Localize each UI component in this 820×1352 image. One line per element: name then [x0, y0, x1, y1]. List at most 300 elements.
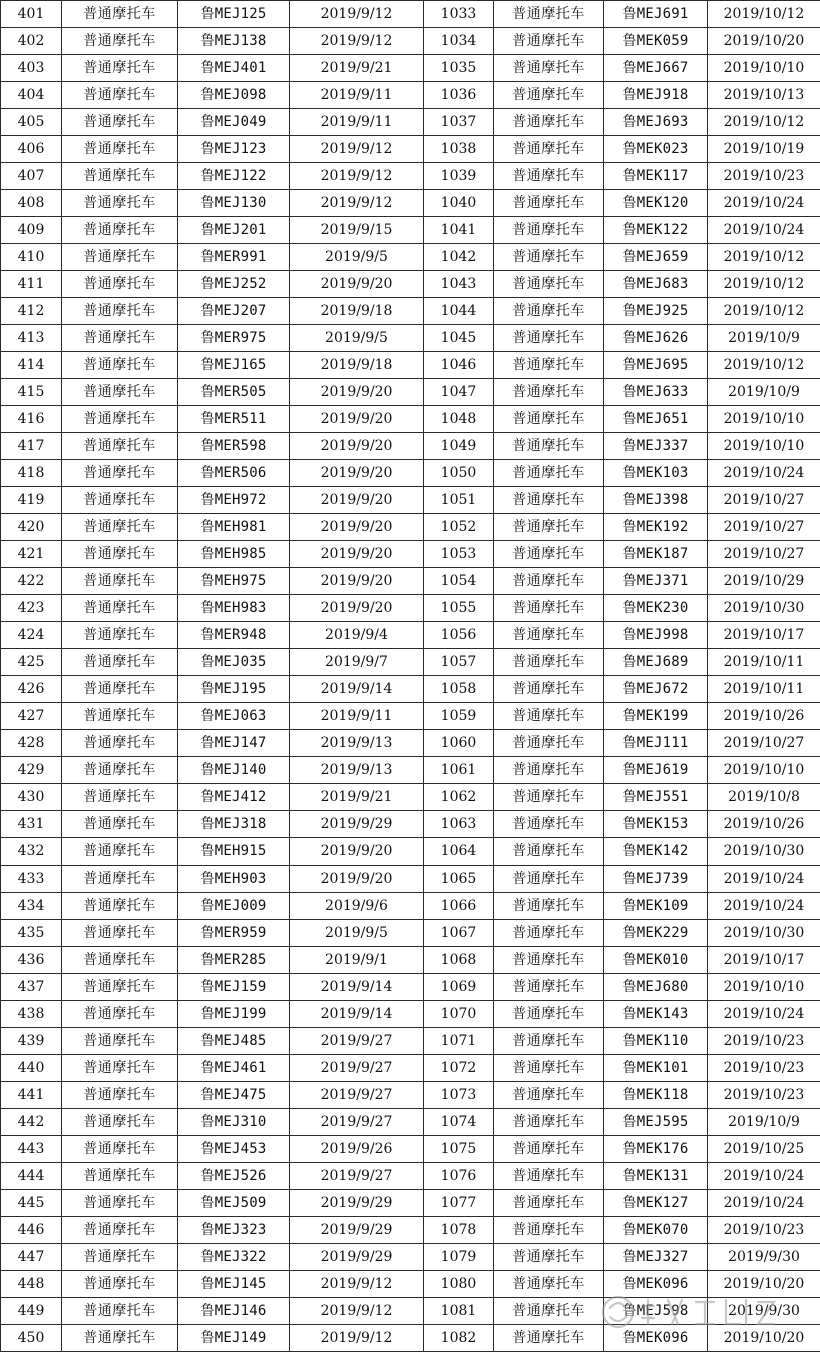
table-row — [1, 244, 820, 271]
right-row-number: 1045 — [424, 325, 494, 352]
right-registration-date: 2019/10/24 — [708, 190, 820, 217]
right-plate-number: 鲁MEK096 — [604, 1270, 708, 1297]
left-plate-number: 鲁MEJ130 — [178, 190, 290, 217]
left-plate-number: 鲁MEJ201 — [178, 217, 290, 244]
right-plate-number: 鲁MEK122 — [604, 217, 708, 244]
right-vehicle-type: 普通摩托车 — [494, 1297, 604, 1324]
right-plate-number: 鲁MEK101 — [604, 1054, 708, 1081]
left-row-number: 446 — [1, 1216, 62, 1243]
right-registration-date: 2019/10/12 — [708, 271, 820, 298]
right-plate-number: 鲁MEJ626 — [604, 325, 708, 352]
table-row — [1, 163, 820, 190]
left-registration-date: 2019/9/12 — [290, 1324, 424, 1351]
right-row-number: 1034 — [424, 28, 494, 55]
left-plate-number: 鲁MEJ159 — [178, 973, 290, 1000]
left-plate-number: 鲁MEJ401 — [178, 55, 290, 82]
right-registration-date: 2019/10/11 — [708, 676, 820, 703]
right-registration-date: 2019/10/9 — [708, 1108, 820, 1135]
left-row-number: 403 — [1, 55, 62, 82]
right-plate-number: 鲁MEK230 — [604, 595, 708, 622]
right-plate-number: 鲁MEJ918 — [604, 82, 708, 109]
left-plate-number: 鲁MER975 — [178, 325, 290, 352]
right-row-number: 1052 — [424, 514, 494, 541]
right-registration-date: 2019/10/12 — [708, 109, 820, 136]
left-row-number: 409 — [1, 217, 62, 244]
left-registration-date: 2019/9/20 — [290, 838, 424, 865]
right-row-number: 1070 — [424, 1000, 494, 1027]
left-registration-date: 2019/9/29 — [290, 811, 424, 838]
left-registration-date: 2019/9/27 — [290, 1162, 424, 1189]
left-vehicle-type: 普通摩托车 — [62, 406, 178, 433]
left-row-number: 444 — [1, 1162, 62, 1189]
table-row — [1, 433, 820, 460]
table-row — [1, 676, 820, 703]
left-vehicle-type: 普通摩托车 — [62, 730, 178, 757]
left-row-number: 407 — [1, 163, 62, 190]
table-row — [1, 109, 820, 136]
right-row-number: 1073 — [424, 1081, 494, 1108]
left-row-number: 417 — [1, 433, 62, 460]
left-registration-date: 2019/9/20 — [290, 379, 424, 406]
left-registration-date: 2019/9/20 — [290, 595, 424, 622]
right-row-number: 1048 — [424, 406, 494, 433]
left-row-number: 412 — [1, 298, 62, 325]
right-plate-number: 鲁MEK176 — [604, 1135, 708, 1162]
left-vehicle-type: 普通摩托车 — [62, 136, 178, 163]
right-vehicle-type: 普通摩托车 — [494, 730, 604, 757]
left-plate-number: 鲁MEJ322 — [178, 1243, 290, 1270]
right-registration-date: 2019/10/29 — [708, 568, 820, 595]
table-row — [1, 730, 820, 757]
right-row-number: 1075 — [424, 1135, 494, 1162]
left-row-number: 437 — [1, 973, 62, 1000]
right-registration-date: 2019/10/17 — [708, 946, 820, 973]
left-row-number: 421 — [1, 541, 62, 568]
table-row — [1, 379, 820, 406]
right-vehicle-type: 普通摩托车 — [494, 379, 604, 406]
right-plate-number: 鲁MEK192 — [604, 514, 708, 541]
right-vehicle-type: 普通摩托车 — [494, 82, 604, 109]
left-registration-date: 2019/9/1 — [290, 946, 424, 973]
left-plate-number: 鲁MER991 — [178, 244, 290, 271]
left-row-number: 427 — [1, 703, 62, 730]
right-row-number: 1059 — [424, 703, 494, 730]
table-row — [1, 865, 820, 892]
right-vehicle-type: 普通摩托车 — [494, 919, 604, 946]
right-registration-date: 2019/10/24 — [708, 865, 820, 892]
left-vehicle-type: 普通摩托车 — [62, 109, 178, 136]
right-row-number: 1074 — [424, 1108, 494, 1135]
table-row — [1, 784, 820, 811]
right-registration-date: 2019/10/12 — [708, 352, 820, 379]
right-row-number: 1046 — [424, 352, 494, 379]
right-registration-date: 2019/10/24 — [708, 1162, 820, 1189]
left-vehicle-type: 普通摩托车 — [62, 1054, 178, 1081]
left-vehicle-type: 普通摩托车 — [62, 946, 178, 973]
table-row — [1, 325, 820, 352]
right-registration-date: 2019/10/27 — [708, 730, 820, 757]
left-row-number: 435 — [1, 919, 62, 946]
left-registration-date: 2019/9/13 — [290, 730, 424, 757]
right-row-number: 1061 — [424, 757, 494, 784]
left-row-number: 422 — [1, 568, 62, 595]
right-vehicle-type: 普通摩托车 — [494, 244, 604, 271]
left-vehicle-type: 普通摩托车 — [62, 622, 178, 649]
left-plate-number: 鲁MER505 — [178, 379, 290, 406]
right-vehicle-type: 普通摩托车 — [494, 217, 604, 244]
right-row-number: 1038 — [424, 136, 494, 163]
right-row-number: 1078 — [424, 1216, 494, 1243]
left-vehicle-type: 普通摩托车 — [62, 595, 178, 622]
table-row — [1, 838, 820, 865]
left-row-number: 405 — [1, 109, 62, 136]
left-registration-date: 2019/9/18 — [290, 352, 424, 379]
left-plate-number: 鲁MEH981 — [178, 514, 290, 541]
left-plate-number: 鲁MEJ509 — [178, 1189, 290, 1216]
left-vehicle-type: 普通摩托车 — [62, 838, 178, 865]
right-plate-number: 鲁MEJ633 — [604, 379, 708, 406]
left-row-number: 411 — [1, 271, 62, 298]
right-vehicle-type: 普通摩托车 — [494, 1243, 604, 1270]
table-row — [1, 1324, 820, 1351]
table-row — [1, 1054, 820, 1081]
left-vehicle-type: 普通摩托车 — [62, 919, 178, 946]
left-registration-date: 2019/9/13 — [290, 757, 424, 784]
left-row-number: 445 — [1, 1189, 62, 1216]
left-registration-date: 2019/9/18 — [290, 298, 424, 325]
table-row — [1, 811, 820, 838]
left-registration-date: 2019/9/21 — [290, 784, 424, 811]
right-row-number: 1043 — [424, 271, 494, 298]
left-vehicle-type: 普通摩托车 — [62, 784, 178, 811]
right-registration-date: 2019/10/24 — [708, 1189, 820, 1216]
left-vehicle-type: 普通摩托车 — [62, 1189, 178, 1216]
table-row — [1, 919, 820, 946]
left-plate-number: 鲁MEH915 — [178, 838, 290, 865]
right-vehicle-type: 普通摩托车 — [494, 325, 604, 352]
right-plate-number: 鲁MEJ680 — [604, 973, 708, 1000]
left-registration-date: 2019/9/5 — [290, 919, 424, 946]
left-plate-number: 鲁MEH983 — [178, 595, 290, 622]
left-registration-date: 2019/9/11 — [290, 703, 424, 730]
right-registration-date: 2019/9/30 — [708, 1243, 820, 1270]
left-row-number: 406 — [1, 136, 62, 163]
left-registration-date: 2019/9/12 — [290, 1, 424, 28]
right-registration-date: 2019/10/19 — [708, 136, 820, 163]
right-plate-number: 鲁MEJ659 — [604, 244, 708, 271]
right-vehicle-type: 普通摩托车 — [494, 163, 604, 190]
right-registration-date: 2019/10/8 — [708, 784, 820, 811]
right-row-number: 1035 — [424, 55, 494, 82]
left-vehicle-type: 普通摩托车 — [62, 1027, 178, 1054]
left-row-number: 447 — [1, 1243, 62, 1270]
table-row — [1, 568, 820, 595]
right-plate-number: 鲁MEK187 — [604, 541, 708, 568]
left-registration-date: 2019/9/5 — [290, 244, 424, 271]
right-row-number: 1079 — [424, 1243, 494, 1270]
left-registration-date: 2019/9/12 — [290, 190, 424, 217]
left-plate-number: 鲁MEJ165 — [178, 352, 290, 379]
left-vehicle-type: 普通摩托车 — [62, 1, 178, 28]
left-registration-date: 2019/9/14 — [290, 1000, 424, 1027]
left-vehicle-type: 普通摩托车 — [62, 271, 178, 298]
right-vehicle-type: 普通摩托车 — [494, 568, 604, 595]
right-registration-date: 2019/10/24 — [708, 460, 820, 487]
left-vehicle-type: 普通摩托车 — [62, 1108, 178, 1135]
left-row-number: 438 — [1, 1000, 62, 1027]
right-row-number: 1036 — [424, 82, 494, 109]
right-vehicle-type: 普通摩托车 — [494, 1189, 604, 1216]
right-vehicle-type: 普通摩托车 — [494, 973, 604, 1000]
left-plate-number: 鲁MEJ149 — [178, 1324, 290, 1351]
right-plate-number: 鲁MEK103 — [604, 460, 708, 487]
left-row-number: 425 — [1, 649, 62, 676]
right-vehicle-type: 普通摩托车 — [494, 1000, 604, 1027]
right-row-number: 1037 — [424, 109, 494, 136]
right-plate-number: 鲁MEK109 — [604, 892, 708, 919]
table-row — [1, 946, 820, 973]
right-registration-date: 2019/10/23 — [708, 1027, 820, 1054]
right-vehicle-type: 普通摩托车 — [494, 784, 604, 811]
left-row-number: 426 — [1, 676, 62, 703]
right-row-number: 1040 — [424, 190, 494, 217]
left-plate-number: 鲁MER511 — [178, 406, 290, 433]
left-vehicle-type: 普通摩托车 — [62, 352, 178, 379]
left-vehicle-type: 普通摩托车 — [62, 865, 178, 892]
left-vehicle-type: 普通摩托车 — [62, 973, 178, 1000]
right-registration-date: 2019/10/9 — [708, 325, 820, 352]
left-vehicle-type: 普通摩托车 — [62, 1297, 178, 1324]
right-vehicle-type: 普通摩托车 — [494, 28, 604, 55]
right-row-number: 1047 — [424, 379, 494, 406]
right-registration-date: 2019/10/26 — [708, 703, 820, 730]
left-row-number: 423 — [1, 595, 62, 622]
table-row — [1, 1081, 820, 1108]
left-registration-date: 2019/9/20 — [290, 568, 424, 595]
left-plate-number: 鲁MEJ485 — [178, 1027, 290, 1054]
left-registration-date: 2019/9/20 — [290, 865, 424, 892]
left-registration-date: 2019/9/6 — [290, 892, 424, 919]
right-plate-number: 鲁MEK142 — [604, 838, 708, 865]
left-registration-date: 2019/9/27 — [290, 1027, 424, 1054]
right-row-number: 1066 — [424, 892, 494, 919]
left-row-number: 418 — [1, 460, 62, 487]
right-plate-number: 鲁MEJ693 — [604, 109, 708, 136]
right-registration-date: 2019/10/30 — [708, 838, 820, 865]
right-registration-date: 2019/10/9 — [708, 379, 820, 406]
right-vehicle-type: 普通摩托车 — [494, 1216, 604, 1243]
table-row — [1, 1243, 820, 1270]
right-row-number: 1076 — [424, 1162, 494, 1189]
right-vehicle-type: 普通摩托车 — [494, 298, 604, 325]
right-row-number: 1063 — [424, 811, 494, 838]
right-vehicle-type: 普通摩托车 — [494, 271, 604, 298]
right-vehicle-type: 普通摩托车 — [494, 649, 604, 676]
left-plate-number: 鲁MEJ098 — [178, 82, 290, 109]
left-registration-date: 2019/9/26 — [290, 1135, 424, 1162]
left-vehicle-type: 普通摩托车 — [62, 82, 178, 109]
right-plate-number: 鲁MEJ925 — [604, 298, 708, 325]
table-row — [1, 1108, 820, 1135]
right-plate-number: 鲁MEK023 — [604, 136, 708, 163]
left-row-number: 402 — [1, 28, 62, 55]
right-row-number: 1049 — [424, 433, 494, 460]
right-registration-date: 2019/10/20 — [708, 1270, 820, 1297]
right-row-number: 1042 — [424, 244, 494, 271]
right-vehicle-type: 普通摩托车 — [494, 190, 604, 217]
right-vehicle-type: 普通摩托车 — [494, 406, 604, 433]
right-vehicle-type: 普通摩托车 — [494, 541, 604, 568]
left-vehicle-type: 普通摩托车 — [62, 892, 178, 919]
right-vehicle-type: 普通摩托车 — [494, 703, 604, 730]
right-plate-number: 鲁MEJ695 — [604, 352, 708, 379]
left-vehicle-type: 普通摩托车 — [62, 1081, 178, 1108]
right-plate-number: 鲁MEJ619 — [604, 757, 708, 784]
right-vehicle-type: 普通摩托车 — [494, 811, 604, 838]
right-row-number: 1067 — [424, 919, 494, 946]
right-vehicle-type: 普通摩托车 — [494, 1027, 604, 1054]
left-row-number: 436 — [1, 946, 62, 973]
left-plate-number: 鲁MER285 — [178, 946, 290, 973]
left-row-number: 432 — [1, 838, 62, 865]
right-row-number: 1044 — [424, 298, 494, 325]
left-row-number: 401 — [1, 1, 62, 28]
left-plate-number: 鲁MEH972 — [178, 487, 290, 514]
table-row — [1, 1297, 820, 1324]
left-plate-number: 鲁MEJ145 — [178, 1270, 290, 1297]
left-plate-number: 鲁MEJ140 — [178, 757, 290, 784]
right-row-number: 1068 — [424, 946, 494, 973]
left-plate-number: 鲁MEJ009 — [178, 892, 290, 919]
left-registration-date: 2019/9/12 — [290, 136, 424, 163]
left-row-number: 440 — [1, 1054, 62, 1081]
left-registration-date: 2019/9/11 — [290, 109, 424, 136]
left-vehicle-type: 普通摩托车 — [62, 217, 178, 244]
right-vehicle-type: 普通摩托车 — [494, 757, 604, 784]
left-plate-number: 鲁MEH903 — [178, 865, 290, 892]
right-plate-number: 鲁MEJ689 — [604, 649, 708, 676]
right-registration-date: 2019/10/26 — [708, 811, 820, 838]
left-plate-number: 鲁MEH985 — [178, 541, 290, 568]
left-plate-number: 鲁MEJ123 — [178, 136, 290, 163]
left-row-number: 448 — [1, 1270, 62, 1297]
right-registration-date: 2019/10/20 — [708, 28, 820, 55]
right-plate-number: 鲁MEK199 — [604, 703, 708, 730]
left-row-number: 416 — [1, 406, 62, 433]
left-plate-number: 鲁MEJ412 — [178, 784, 290, 811]
right-row-number: 1039 — [424, 163, 494, 190]
left-plate-number: 鲁MEH975 — [178, 568, 290, 595]
left-row-number: 428 — [1, 730, 62, 757]
left-row-number: 433 — [1, 865, 62, 892]
left-plate-number: 鲁MEJ461 — [178, 1054, 290, 1081]
left-plate-number: 鲁MEJ475 — [178, 1081, 290, 1108]
table-row — [1, 136, 820, 163]
table-row — [1, 757, 820, 784]
left-row-number: 442 — [1, 1108, 62, 1135]
left-vehicle-type: 普通摩托车 — [62, 1243, 178, 1270]
left-vehicle-type: 普通摩托车 — [62, 190, 178, 217]
right-registration-date: 2019/10/10 — [708, 406, 820, 433]
left-row-number: 410 — [1, 244, 62, 271]
right-vehicle-type: 普通摩托车 — [494, 1081, 604, 1108]
right-vehicle-type: 普通摩托车 — [494, 433, 604, 460]
right-plate-number: 鲁MEJ337 — [604, 433, 708, 460]
right-vehicle-type: 普通摩托车 — [494, 676, 604, 703]
right-registration-date: 2019/10/12 — [708, 244, 820, 271]
left-vehicle-type: 普通摩托车 — [62, 703, 178, 730]
left-row-number: 449 — [1, 1297, 62, 1324]
right-plate-number: 鲁MEK010 — [604, 946, 708, 973]
right-row-number: 1065 — [424, 865, 494, 892]
left-vehicle-type: 普通摩托车 — [62, 244, 178, 271]
table-row — [1, 595, 820, 622]
left-registration-date: 2019/9/20 — [290, 433, 424, 460]
left-plate-number: 鲁MEJ122 — [178, 163, 290, 190]
right-plate-number: 鲁MEK059 — [604, 28, 708, 55]
right-plate-number: 鲁MEK131 — [604, 1162, 708, 1189]
right-plate-number: 鲁MEJ598 — [604, 1297, 708, 1324]
right-vehicle-type: 普通摩托车 — [494, 595, 604, 622]
left-vehicle-type: 普通摩托车 — [62, 568, 178, 595]
right-row-number: 1050 — [424, 460, 494, 487]
left-registration-date: 2019/9/7 — [290, 649, 424, 676]
right-vehicle-type: 普通摩托车 — [494, 136, 604, 163]
right-vehicle-type: 普通摩托车 — [494, 1, 604, 28]
right-row-number: 1072 — [424, 1054, 494, 1081]
right-registration-date: 2019/10/12 — [708, 298, 820, 325]
table-row — [1, 271, 820, 298]
left-registration-date: 2019/9/20 — [290, 406, 424, 433]
left-row-number: 415 — [1, 379, 62, 406]
left-vehicle-type: 普通摩托车 — [62, 1324, 178, 1351]
table-row — [1, 55, 820, 82]
right-vehicle-type: 普通摩托车 — [494, 1135, 604, 1162]
left-row-number: 431 — [1, 811, 62, 838]
table-row — [1, 298, 820, 325]
right-registration-date: 2019/10/23 — [708, 163, 820, 190]
left-plate-number: 鲁MER598 — [178, 433, 290, 460]
right-plate-number: 鲁MEJ683 — [604, 271, 708, 298]
right-plate-number: 鲁MEJ998 — [604, 622, 708, 649]
left-plate-number: 鲁MEJ310 — [178, 1108, 290, 1135]
right-plate-number: 鲁MEJ371 — [604, 568, 708, 595]
right-row-number: 1055 — [424, 595, 494, 622]
left-vehicle-type: 普通摩托车 — [62, 1216, 178, 1243]
table-row — [1, 622, 820, 649]
left-plate-number: 鲁MEJ035 — [178, 649, 290, 676]
right-registration-date: 2019/10/20 — [708, 1324, 820, 1351]
left-registration-date: 2019/9/27 — [290, 1081, 424, 1108]
right-registration-date: 2019/10/10 — [708, 757, 820, 784]
left-vehicle-type: 普通摩托车 — [62, 379, 178, 406]
right-row-number: 1077 — [424, 1189, 494, 1216]
right-plate-number: 鲁MEK229 — [604, 919, 708, 946]
left-row-number: 429 — [1, 757, 62, 784]
right-vehicle-type: 普通摩托车 — [494, 460, 604, 487]
left-registration-date: 2019/9/20 — [290, 271, 424, 298]
right-row-number: 1053 — [424, 541, 494, 568]
left-row-number: 404 — [1, 82, 62, 109]
right-registration-date: 2019/10/24 — [708, 892, 820, 919]
left-registration-date: 2019/9/12 — [290, 163, 424, 190]
right-registration-date: 2019/10/10 — [708, 973, 820, 1000]
table-row — [1, 190, 820, 217]
left-plate-number: 鲁MEJ252 — [178, 271, 290, 298]
right-vehicle-type: 普通摩托车 — [494, 487, 604, 514]
right-vehicle-type: 普通摩托车 — [494, 892, 604, 919]
table-row — [1, 973, 820, 1000]
